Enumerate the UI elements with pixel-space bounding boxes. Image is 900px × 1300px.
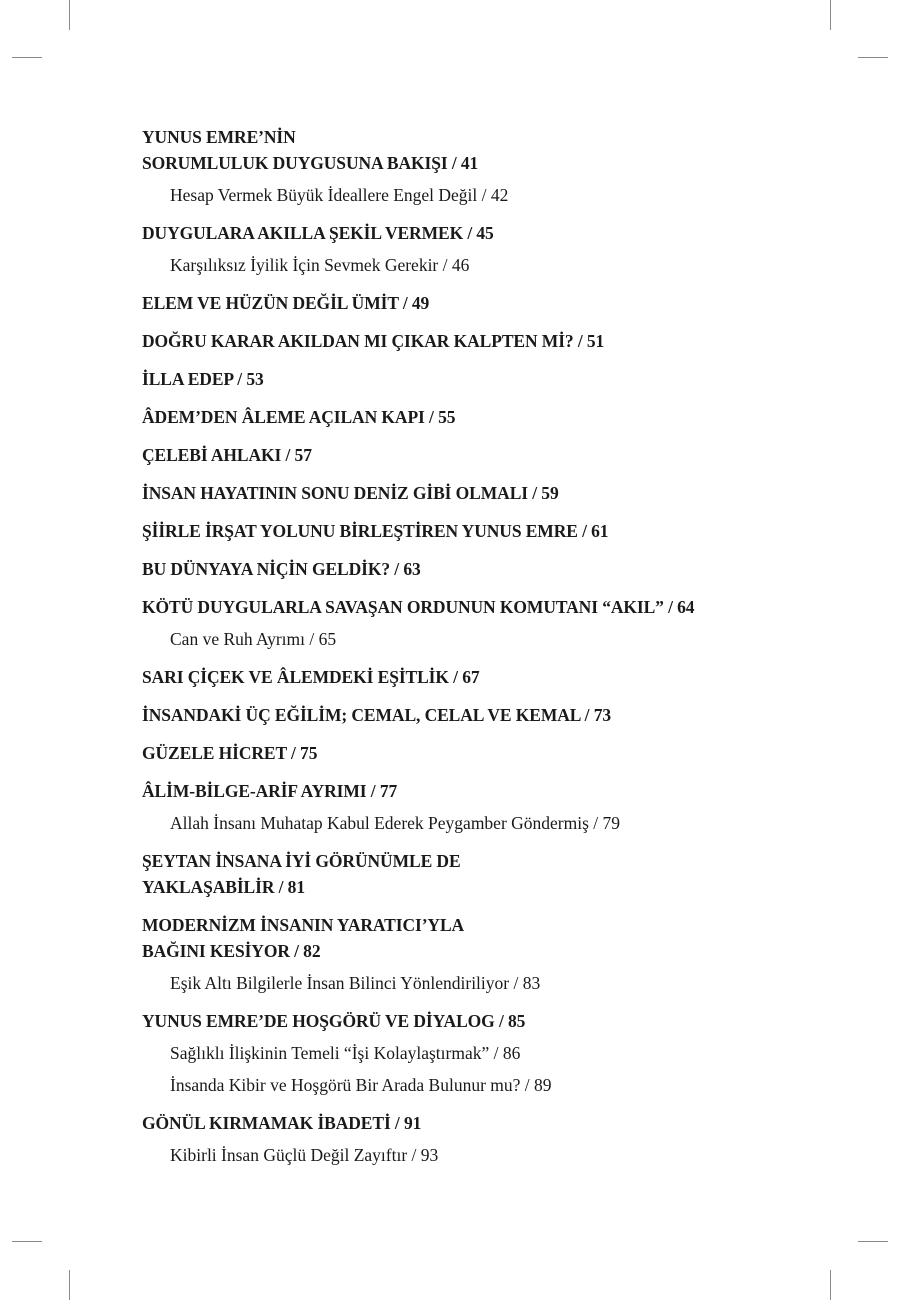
crop-mark-right-bottom: [858, 1241, 888, 1242]
toc-chapter-entry: [142, 1110, 842, 1136]
toc-subentry: Karşılıksız İyilik İçin Sevmek Gerekir / 46: [170, 255, 470, 275]
toc-chapter-entry: [142, 442, 842, 468]
toc-chapter-entry: [142, 480, 842, 506]
crop-mark-bottom-left: [69, 1270, 70, 1300]
crop-mark-top-left: [69, 0, 70, 30]
toc-subentry: Can ve Ruh Ayrımı / 65: [170, 629, 337, 649]
toc-chapter-entry: [142, 220, 842, 246]
toc-chapter-title-line: İLLA EDEP / 53: [142, 369, 264, 389]
toc-chapter-title-line: SORUMLULUK DUYGUSUNA BAKIŞI / 41: [142, 153, 479, 173]
toc-chapter-title-line: ŞEYTAN İNSANA İYİ GÖRÜNÜMLE DE: [142, 851, 461, 871]
toc-chapter-title-line: KÖTÜ DUYGULARLA SAVAŞAN ORDUNUN KOMUTANI “AKIL” / 64: [142, 597, 695, 617]
toc-chapter-entry: [142, 740, 842, 766]
toc-chapter-entry: [142, 702, 842, 728]
toc-chapter-entry: [142, 556, 842, 582]
toc-subentry: Sağlıklı İlişkinin Temeli “İşi Kolaylaştırmak” / 86: [170, 1043, 521, 1063]
toc-chapter-entry: [142, 124, 842, 176]
crop-mark-left-bottom: [12, 1241, 42, 1242]
crop-mark-left-top: [12, 57, 42, 58]
toc-chapter-entry: [142, 912, 842, 964]
toc-subentry: Eşik Altı Bilgilerle İnsan Bilinci Yönlendiriliyor / 83: [170, 973, 541, 993]
toc-chapter-title-line: DOĞRU KARAR AKILDAN MI ÇIKAR KALPTEN Mİ? / 51: [142, 331, 605, 351]
toc-chapter-title-line: YUNUS EMRE’DE HOŞGÖRÜ VE DİYALOG / 85: [142, 1011, 526, 1031]
toc-chapter-title-line: ŞİİRLE İRŞAT YOLUNU BİRLEŞTİREN YUNUS EMRE / 61: [142, 521, 609, 541]
toc-chapter-title-line: ÂLİM-BİLGE-ARİF AYRIMI / 77: [142, 781, 398, 801]
toc-chapter-entry: [142, 594, 842, 620]
toc-chapter-entry: [142, 848, 842, 900]
toc-chapter-entry: [142, 778, 842, 804]
toc-chapter-title-line: ÂDEM’DEN ÂLEME AÇILAN KAPI / 55: [142, 407, 456, 427]
toc-chapter-entry: [142, 328, 842, 354]
toc-subentry: Allah İnsanı Muhatap Kabul Ederek Peygamber Göndermiş / 79: [170, 813, 621, 833]
toc-chapter-title-line: MODERNİZM İNSANIN YARATICI’YLA: [142, 915, 465, 935]
toc-chapter-title-line: ELEM VE HÜZÜN DEĞİL ÜMİT / 49: [142, 293, 430, 313]
crop-mark-top-right: [830, 0, 831, 30]
toc-chapter-entry: [142, 366, 842, 392]
toc-chapter-title-line: ÇELEBİ AHLAKI / 57: [142, 445, 312, 465]
toc-chapter-entry: [142, 404, 842, 430]
toc-chapter-title-line: İNSANDAKİ ÜÇ EĞİLİM; CEMAL, CELAL VE KEMAL / 73: [142, 705, 611, 725]
toc-subentry: Kibirli İnsan Güçlü Değil Zayıftır / 93: [170, 1145, 439, 1165]
toc-subentry: Hesap Vermek Büyük İdeallere Engel Değil / 42: [170, 185, 509, 205]
toc-chapter-title-line: GÖNÜL KIRMAMAK İBADETİ / 91: [142, 1113, 422, 1133]
crop-mark-right-top: [858, 57, 888, 58]
toc-chapter-entry: [142, 664, 842, 690]
toc-chapter-entry: [142, 1008, 842, 1034]
toc-chapter-entry: [142, 518, 842, 544]
toc-chapter-title-line: YUNUS EMRE’NİN: [142, 127, 296, 147]
toc-chapter-title-line: SARI ÇİÇEK VE ÂLEMDEKİ EŞİTLİK / 67: [142, 667, 480, 687]
crop-mark-bottom-right: [830, 1270, 831, 1300]
toc-chapter-title-line: BAĞINI KESİYOR / 82: [142, 941, 321, 961]
toc-chapter-title-line: BU DÜNYAYA NİÇİN GELDİK? / 63: [142, 559, 421, 579]
toc-chapter-title-line: DUYGULARA AKILLA ŞEKİL VERMEK / 45: [142, 223, 494, 243]
toc-chapter-title-line: GÜZELE HİCRET / 75: [142, 743, 318, 763]
toc-chapter-title-line: YAKLAŞABİLİR / 81: [142, 877, 305, 897]
toc-chapter-title-line: İNSAN HAYATININ SONU DENİZ GİBİ OLMALI / 59: [142, 483, 559, 503]
toc-subentry: İnsanda Kibir ve Hoşgörü Bir Arada Bulunur mu? / 89: [170, 1075, 552, 1095]
toc-chapter-entry: [142, 290, 842, 316]
table-of-contents: [142, 124, 842, 1168]
